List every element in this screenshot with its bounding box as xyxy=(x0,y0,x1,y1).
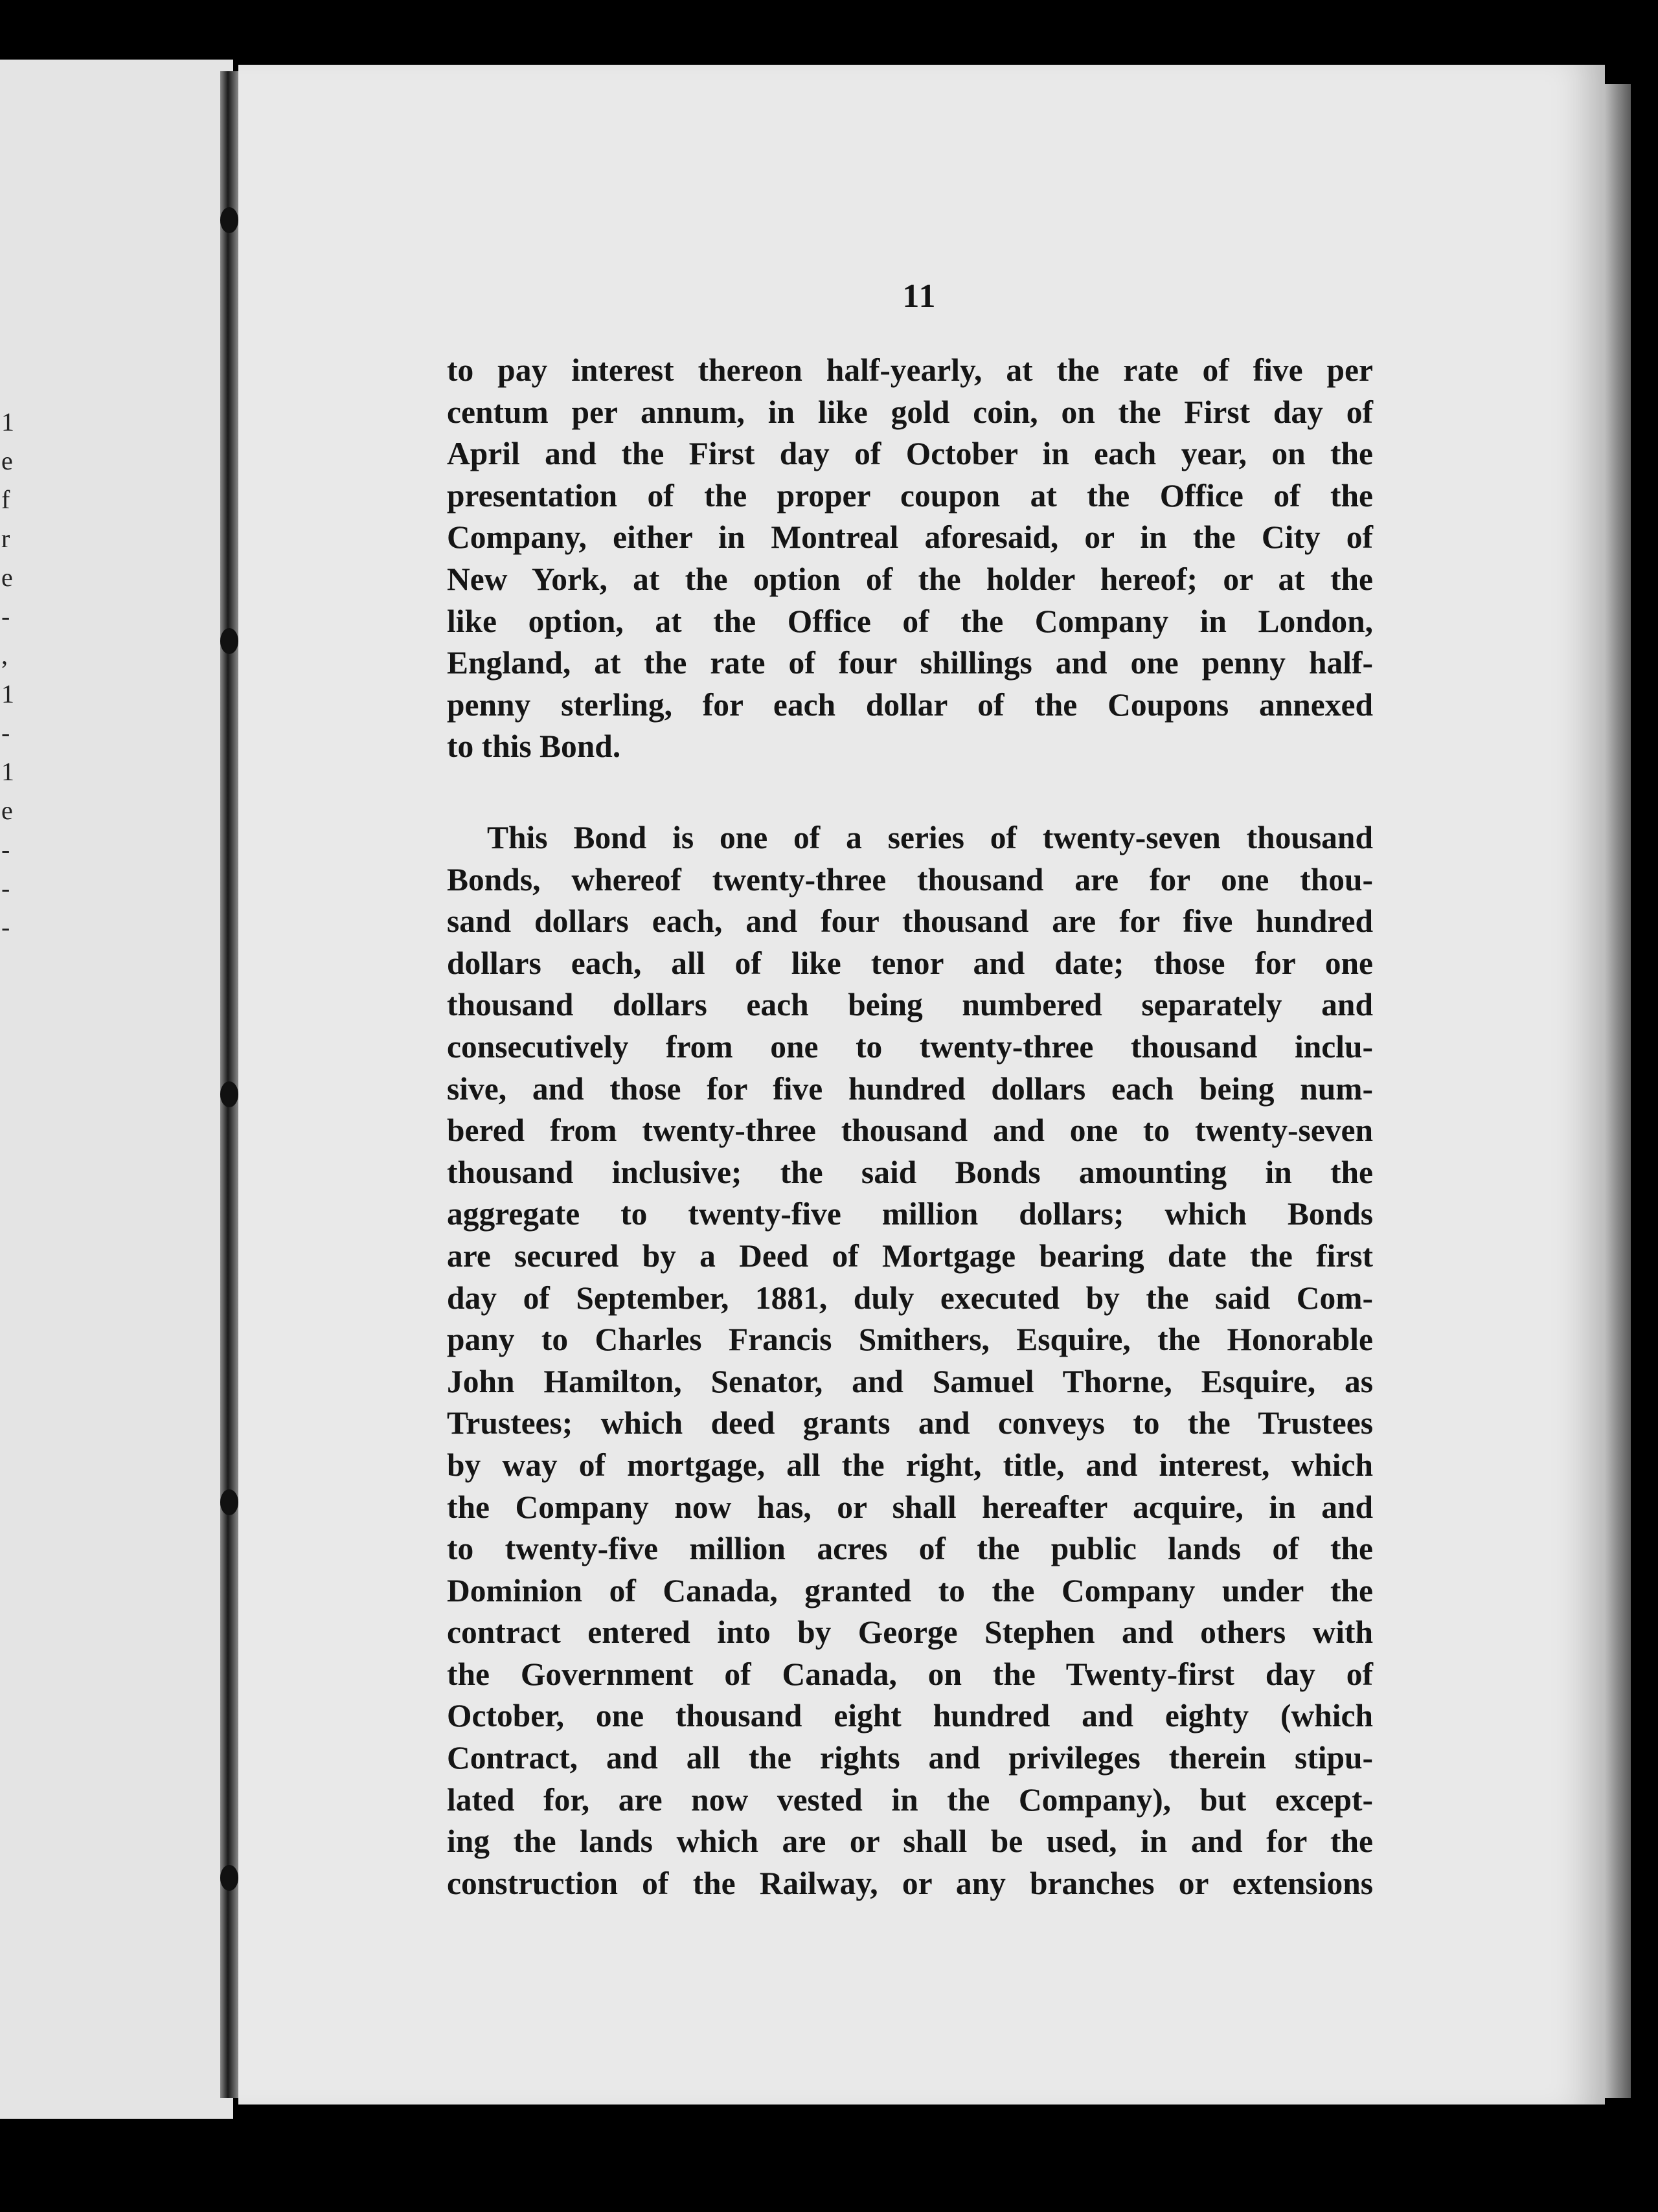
text-line: ing the lands which are or shall be used, in and for the xyxy=(447,1823,1373,1860)
text-line: New York, at the option of the holder hereof; or at the xyxy=(447,561,1373,597)
text-line: April and the First day of October in each year, on the xyxy=(447,436,1373,472)
previous-page-fragment xyxy=(0,60,233,2119)
text-line: Bonds, whereof twenty-three thousand are for one thou- xyxy=(447,861,1373,897)
text-line: thousand dollars each being numbered separately and xyxy=(447,987,1373,1023)
text-line: Company, either in Montreal aforesaid, or in the City of xyxy=(447,519,1373,556)
binding-stitch xyxy=(220,1081,238,1107)
text-line: pany to Charles Francis Smithers, Esquire, the Honorable xyxy=(447,1322,1373,1358)
page-number-text: 11 xyxy=(902,278,937,315)
binding-stitch xyxy=(220,1489,238,1515)
text-line: by way of mortgage, all the right, title, and interest, which xyxy=(447,1447,1373,1483)
text-line: John Hamilton, Senator, and Samuel Thorne, Esquire, as xyxy=(447,1363,1373,1399)
text-line: construction of the Railway, or any branches or extensions xyxy=(447,1865,1373,1901)
text-line: Trustees; which deed grants and conveys to the Trustees xyxy=(447,1405,1373,1441)
text-line: contract entered into by George Stephen and others with xyxy=(447,1614,1373,1651)
binding-stitch xyxy=(220,1865,238,1891)
text-line: October, one thousand eight hundred and eighty (which xyxy=(447,1698,1373,1734)
text-line: the Company now has, or shall hereafter acquire, in and xyxy=(447,1489,1373,1525)
text-line: to this Bond. xyxy=(447,728,621,765)
paragraph-2 xyxy=(447,817,1373,1904)
text-line: day of September, 1881, duly executed by the said Com- xyxy=(447,1280,1373,1316)
text-line: dollars each, all of like tenor and date; those for one xyxy=(447,945,1373,981)
text-line: England, at the rate of four shillings and one penny half- xyxy=(447,645,1373,681)
text-line: sand dollars each, and four thousand are for five hundred xyxy=(447,903,1373,940)
page-number xyxy=(0,277,1658,315)
text-line: This Bond is one of a series of twenty-seven thousand xyxy=(487,820,1373,855)
text-line: are secured by a Deed of Mortgage bearing date the first xyxy=(447,1237,1373,1274)
text-line: penny sterling, for each dollar of the Coupons annexed xyxy=(447,686,1373,723)
text-line: consecutively from one to twenty-three thousand inclu- xyxy=(447,1028,1373,1065)
text-line: the Government of Canada, on the Twenty-first day of xyxy=(447,1656,1373,1692)
text-line: aggregate to twenty-five million dollars; which Bonds xyxy=(447,1196,1373,1232)
text-line: presentation of the proper coupon at the Office of the xyxy=(447,477,1373,514)
text-line: bered from twenty-three thousand and one to twenty-seven xyxy=(447,1112,1373,1149)
page-stack-edge xyxy=(1605,84,1631,2098)
text-line: thousand inclusive; the said Bonds amounting in the xyxy=(447,1154,1373,1190)
text-line: to pay interest thereon half-yearly, at the rate of five per xyxy=(447,352,1373,388)
text-line: to twenty-five million acres of the public lands of the xyxy=(447,1531,1373,1567)
text-line: Contract, and all the rights and privileges therein stipu- xyxy=(447,1740,1373,1776)
book-binding xyxy=(220,71,240,2098)
text-line: Dominion of Canada, granted to the Company under the xyxy=(447,1572,1373,1608)
binding-stitch xyxy=(220,628,238,654)
previous-page-edge-text: 1 e f r e - , 1 - 1 e - - - xyxy=(1,407,14,942)
text-line: like option, at the Office of the Company in London, xyxy=(447,603,1373,639)
binding-stitch xyxy=(220,207,238,233)
text-line: lated for, are now vested in the Company), but except- xyxy=(447,1781,1373,1818)
text-line: sive, and those for five hundred dollars each being num- xyxy=(447,1070,1373,1107)
paragraph-1 xyxy=(447,350,1373,768)
text-line: centum per annum, in like gold coin, on the First day of xyxy=(447,394,1373,430)
